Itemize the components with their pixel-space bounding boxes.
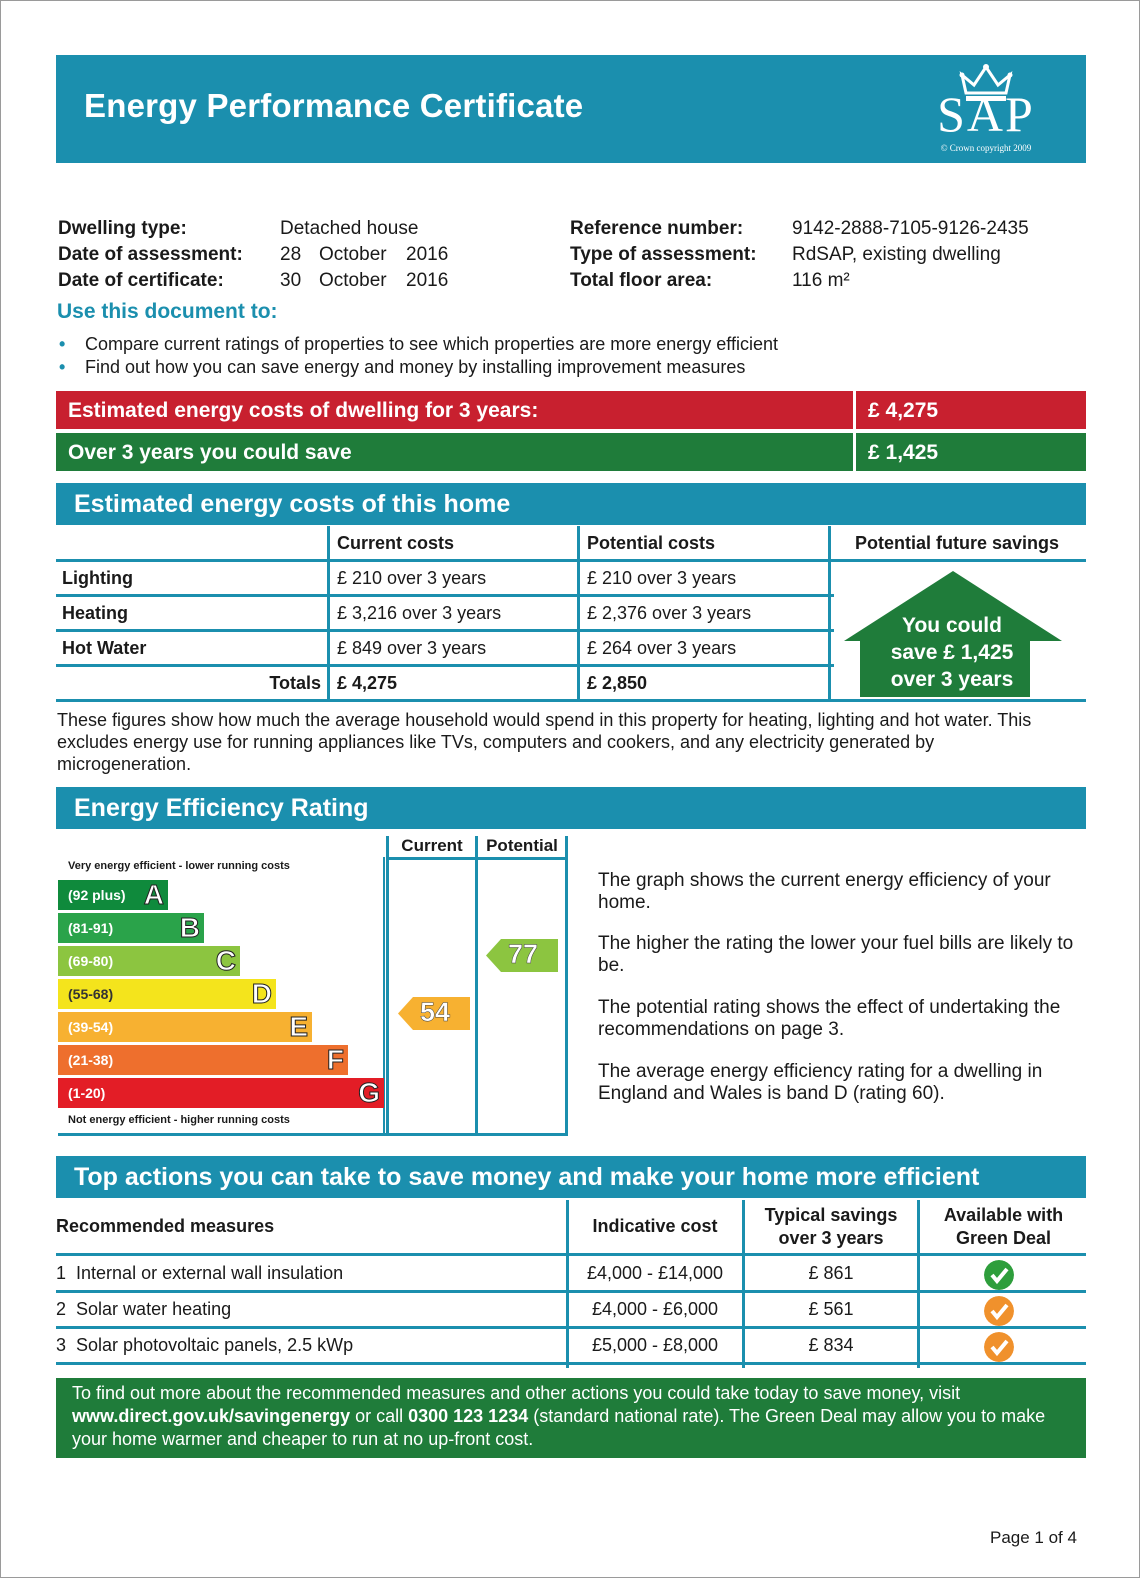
rating-band-range: (55-68) xyxy=(68,986,114,1002)
measure-savings: £ 561 xyxy=(808,1299,854,1319)
divider xyxy=(386,857,568,860)
total-potential-cost: £ 2,850 xyxy=(587,673,648,693)
page-title: Energy Performance Certificate xyxy=(84,87,584,124)
current-cost-lighting: £ 210 over 3 years xyxy=(337,568,487,588)
header-banner xyxy=(56,55,1086,163)
rating-band-letter: G xyxy=(358,1077,380,1108)
use-document-title: Use this document to: xyxy=(57,300,278,323)
rating-band-d xyxy=(58,979,276,1009)
measure-cost: £4,000 - £6,000 xyxy=(591,1299,719,1319)
assessment-type-value: RdSAP, existing dwelling xyxy=(792,244,1001,265)
rating-band-letter: E xyxy=(289,1011,308,1042)
divider xyxy=(577,526,580,702)
rating-band-letter: B xyxy=(179,912,200,943)
divider xyxy=(475,836,478,1136)
reference-value: 9142-2888-7105-9126-2435 xyxy=(792,218,1029,239)
date-assessment-month: October xyxy=(319,244,387,265)
estimated-cost-bar xyxy=(56,391,1086,429)
sap-letters: SAP xyxy=(937,86,1035,142)
savings-bar xyxy=(56,433,1086,471)
rating-band-range: (21-38) xyxy=(68,1052,114,1068)
rating-text-3: The potential rating shows the effect of undertaking the recommendations on page 3. xyxy=(598,997,1061,1040)
divider xyxy=(327,526,330,702)
date-certificate-day: 30 xyxy=(280,270,302,291)
date-assessment-year: 2016 xyxy=(406,244,449,265)
inefficient-note: Not energy efficient - higher running costs xyxy=(68,1114,290,1126)
rating-band-b xyxy=(58,913,204,943)
column-header-savings: Typical savings over 3 years xyxy=(764,1205,898,1248)
divider xyxy=(853,433,856,471)
current-rating-value: 54 xyxy=(420,997,451,1027)
column-header-potential: Potential xyxy=(486,836,558,855)
column-header-measures: Recommended measures xyxy=(56,1216,275,1236)
dwelling-type-value: Detached house xyxy=(280,218,419,239)
rating-band-e xyxy=(58,1012,312,1042)
green-tick-icon xyxy=(984,1260,1014,1290)
current-cost-heating: £ 3,216 over 3 years xyxy=(337,603,502,623)
rating-band-range: (39-54) xyxy=(68,1019,114,1035)
divider xyxy=(853,391,856,429)
savings-label: Over 3 years you could save xyxy=(68,441,352,464)
date-certificate-year: 2016 xyxy=(406,270,449,291)
current-rating-arrow xyxy=(398,997,470,1030)
rating-band-a xyxy=(58,880,168,910)
assessment-type-label: Type of assessment: xyxy=(570,244,757,265)
estimated-cost-label: Estimated energy costs of dwelling for 3 years: xyxy=(68,399,539,422)
actions-table xyxy=(56,1200,1086,1368)
rating-text-1: The graph shows the current energy efficiency of your home. xyxy=(598,870,1051,913)
footer-info-box xyxy=(56,1378,1086,1458)
date-certificate-month: October xyxy=(319,270,387,291)
totals-label: Totals xyxy=(269,673,321,693)
rating-band-g xyxy=(58,1078,384,1108)
rating-text-4: The average energy efficiency rating for a dwelling in England and Wales is band D (rating 60). xyxy=(598,1061,1043,1104)
date-assessment-day: 28 xyxy=(280,244,302,265)
orange-tick-icon xyxy=(984,1332,1014,1362)
dwelling-info xyxy=(58,216,1078,296)
current-cost-hot-water: £ 849 over 3 years xyxy=(337,638,487,658)
table-row: 3 Solar photovoltaic panels, 2.5 kWp xyxy=(56,1335,354,1355)
divider xyxy=(58,1133,568,1136)
measure-cost: £5,000 - £8,000 xyxy=(591,1335,719,1355)
date-certificate-label: Date of certificate: xyxy=(58,270,224,291)
row-label-heating: Heating xyxy=(62,603,129,623)
rating-section-heading: Energy Efficiency Rating xyxy=(56,787,1086,829)
column-header-current: Current costs xyxy=(337,533,455,553)
rating-band-letter: C xyxy=(215,945,236,976)
costs-table xyxy=(56,526,1086,702)
rating-band-range: (1-20) xyxy=(68,1085,106,1101)
reference-label: Reference number: xyxy=(570,218,744,239)
measure-name: Internal or external wall insulation xyxy=(76,1263,344,1283)
table-row: 2 Solar water heating xyxy=(56,1299,232,1319)
rating-band-range: (69-80) xyxy=(68,953,114,969)
floor-area-label: Total floor area: xyxy=(570,270,713,291)
floor-area-value: 116 m² xyxy=(792,270,850,291)
rating-band-letter: D xyxy=(251,978,272,1009)
potential-rating-value: 77 xyxy=(508,939,539,969)
column-header-future-savings: Potential future savings xyxy=(854,533,1060,553)
row-label-hot-water: Hot Water xyxy=(62,638,147,658)
measure-name: Solar water heating xyxy=(76,1299,232,1319)
measure-cost: £4,000 - £14,000 xyxy=(586,1263,724,1283)
sap-logo xyxy=(916,63,1056,155)
savings-arrow-text: You could save £ 1,425 over 3 years xyxy=(890,614,1014,691)
rating-band-f xyxy=(58,1045,348,1075)
divider xyxy=(565,836,568,1136)
orange-tick-icon xyxy=(984,1296,1014,1326)
table-row: 1 Internal or external wall insulation xyxy=(56,1263,344,1283)
rating-band-letter: A xyxy=(143,879,164,910)
rating-text-2: The higher the rating the lower your fuel bills are likely to be. xyxy=(598,933,1074,976)
page-number: Page 1 of 4 xyxy=(990,1528,1077,1547)
total-current-cost: £ 4,275 xyxy=(337,673,398,693)
potential-rating-arrow xyxy=(486,939,558,972)
divider xyxy=(917,1200,920,1368)
measure-savings: £ 861 xyxy=(808,1263,854,1283)
list-item: • Compare current ratings of properties to see which properties are more energy efficient xyxy=(59,334,779,354)
dwelling-type-label: Dwelling type: xyxy=(58,218,187,239)
estimated-cost-value: £ 4,275 xyxy=(868,399,939,422)
column-header-cost: Indicative cost xyxy=(592,1216,718,1236)
potential-cost-heating: £ 2,376 over 3 years xyxy=(587,603,752,623)
column-header-current: Current xyxy=(401,836,463,855)
bullet-icon: • xyxy=(59,357,66,377)
potential-cost-lighting: £ 210 over 3 years xyxy=(587,568,737,588)
rating-band-range: (92 plus) xyxy=(68,887,126,903)
divider xyxy=(386,836,389,1136)
efficient-note: Very energy efficient - lower running costs xyxy=(68,860,290,872)
sap-copyright: © Crown copyright 2009 xyxy=(940,143,1032,153)
row-label-lighting: Lighting xyxy=(62,568,133,588)
list-item: • Find out how you can save energy and money by installing improvement measures xyxy=(59,357,746,377)
measure-savings: £ 834 xyxy=(808,1335,854,1355)
costs-section-heading: Estimated energy costs of this home xyxy=(56,483,1086,525)
divider xyxy=(742,1200,745,1368)
date-assessment-label: Date of assessment: xyxy=(58,244,243,265)
divider xyxy=(566,1200,569,1368)
phone-number: 0300 123 1234 xyxy=(408,1406,529,1426)
footer-text: To find out more about the recommended measures and other actions you could take today to save money, visit www.direct.gov.uk/savingenergy or call 0300 123 1234 (standard national rate). The Green Deal may allow you to make your home warmer and cheaper to run at no up-front cost. xyxy=(72,1383,1046,1449)
rating-band-range: (81-91) xyxy=(68,920,114,936)
savings-value: £ 1,425 xyxy=(868,441,939,464)
costs-note: These figures show how much the average household would spend in this property for heating, lighting and hot water. This excludes energy use for running appliances like TVs, computers and cookers, and any electricity generated by microgeneration. xyxy=(57,710,1032,774)
rating-band-c xyxy=(58,946,240,976)
rating-band-letter: F xyxy=(326,1044,344,1075)
column-header-potential: Potential costs xyxy=(587,533,716,553)
potential-cost-hot-water: £ 264 over 3 years xyxy=(587,638,737,658)
actions-section-heading: Top actions you can take to save money and make your home more efficient xyxy=(56,1156,1086,1198)
measure-name: Solar photovoltaic panels, 2.5 kWp xyxy=(76,1335,354,1355)
use-document-list xyxy=(57,333,778,379)
column-header-green-deal: Available with Green Deal xyxy=(943,1205,1064,1248)
divider xyxy=(828,526,831,702)
savingenergy-link[interactable]: www.direct.gov.uk/savingenergy xyxy=(72,1406,351,1426)
bullet-icon: • xyxy=(59,334,66,354)
